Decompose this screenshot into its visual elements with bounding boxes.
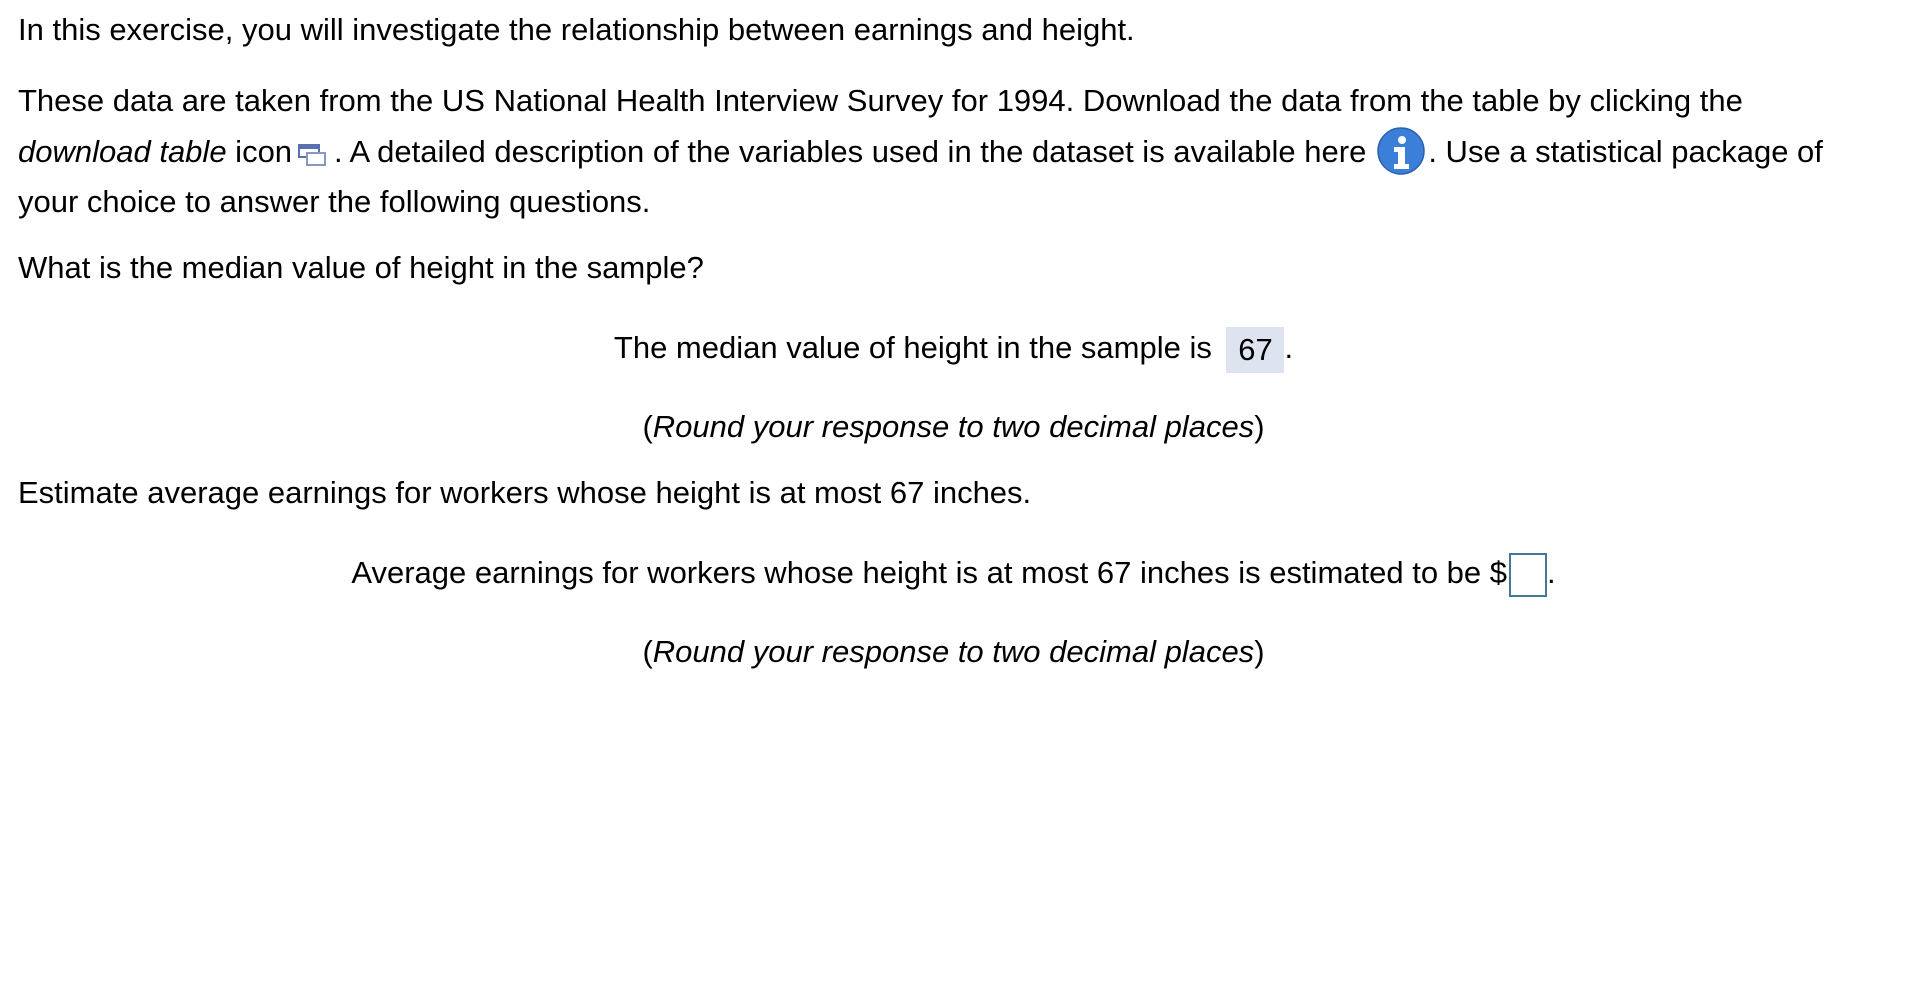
question1-answer-suffix: . [1284, 330, 1294, 365]
question1-round-note [18, 402, 1889, 452]
download-sheet-front [306, 152, 326, 166]
question1-prompt: What is the median value of height in the sample? [18, 250, 704, 285]
earnings-answer-input[interactable] [1509, 553, 1547, 597]
description-part2: . A detailed description of the variables used in the dataset is available here [334, 134, 1367, 169]
description-part3: . Use a statistical package of your choice to answer the following questions. [18, 134, 1823, 219]
question2-prompt: Estimate average earnings for workers whose height is at most 67 inches. [18, 475, 1032, 510]
download-table-icon[interactable] [296, 140, 328, 168]
question1-answer-prefix: The median value of height in the sample is [613, 330, 1212, 365]
question2-answer-mid: inches is estimated to be $ [1139, 555, 1508, 590]
question2-answer-prefix: Average earnings for workers whose height is at most [351, 555, 1089, 590]
question2-answer-line [18, 548, 1889, 598]
description-paragraph [18, 76, 1889, 227]
median-answer-value: 67 [1226, 327, 1284, 373]
round-instruction: Round your response to two decimal places [652, 409, 1255, 444]
question2-round-note [18, 627, 1889, 677]
intro-text: In this exercise, you will investigate the relationship between earnings and height. [18, 12, 1135, 47]
round-open-paren: ( [642, 634, 653, 669]
round-close-paren: ) [1254, 634, 1265, 669]
question1-answer-line [18, 323, 1889, 373]
question2-answer-suffix: . [1547, 555, 1556, 590]
download-table-phrase: download table [18, 134, 227, 169]
round-instruction: Round your response to two decimal places [652, 634, 1255, 669]
round-open-paren: ( [642, 409, 653, 444]
description-part1: These data are taken from the US National Health Interview Survey for 1994. Download the data from the table by clicking the [18, 83, 1743, 118]
icon-word: icon [226, 134, 293, 169]
info-icon[interactable] [1376, 126, 1426, 176]
round-close-paren: ) [1254, 409, 1265, 444]
height-value: 67 [1096, 555, 1132, 590]
